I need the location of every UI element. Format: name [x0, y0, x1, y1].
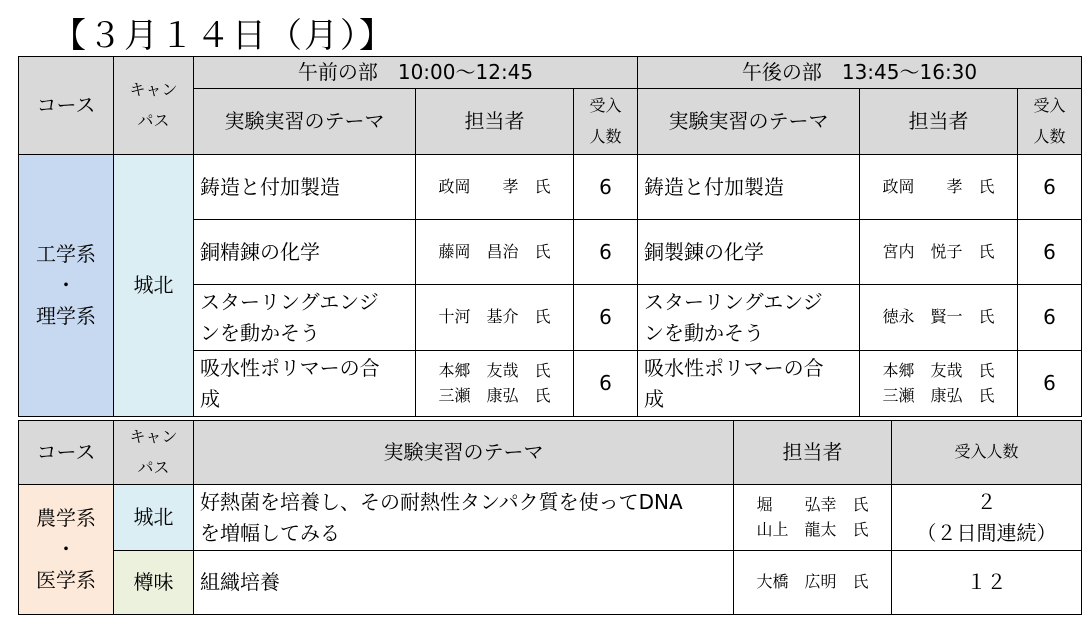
am-capacity-header-line1: 受入: [589, 96, 622, 116]
pm-capacity-header-line1: 受入: [1033, 96, 1066, 116]
am-theme-cell: 銅精錬の化学: [194, 220, 416, 285]
am-theme-line2: 成: [200, 386, 220, 411]
capacity-cell: １２: [892, 551, 1082, 615]
pm-theme-cell: [638, 351, 860, 417]
pm-theme-line2: ンを動かそう: [644, 320, 764, 345]
course-dot: ・: [56, 537, 76, 561]
pm-theme-header: 実験実習のテーマ: [638, 89, 860, 155]
pm-theme-cell: [638, 285, 860, 351]
table-row: [19, 155, 1082, 220]
pm-capacity-header: [1018, 89, 1082, 155]
theme-header: 実験実習のテーマ: [194, 421, 734, 485]
course-dot: ・: [56, 273, 76, 297]
course-header: コース: [19, 57, 114, 155]
pm-capacity-cell: 6: [1018, 351, 1082, 417]
am-person-1: 本郷 友哉 氏: [438, 360, 551, 380]
person-cell: [734, 485, 892, 551]
am-capacity-cell: 6: [574, 220, 638, 285]
capacity-header: 受入人数: [892, 421, 1082, 485]
course-cell-agriculture-medicine: [19, 485, 114, 615]
am-capacity-cell: 6: [574, 155, 638, 220]
am-theme-cell: [194, 351, 416, 417]
am-theme-cell: [194, 285, 416, 351]
pm-capacity-cell: 6: [1018, 155, 1082, 220]
am-person-cell: 政岡 孝 氏: [416, 155, 574, 220]
campus-header-line2: パス: [137, 110, 170, 130]
am-session-header: 午前の部 10:00～12:45: [194, 57, 638, 89]
am-capacity-cell: 6: [574, 285, 638, 351]
person-cell: 大橋 広明 氏: [734, 551, 892, 615]
table-row: [19, 551, 1082, 615]
pm-person-1: 本郷 友哉 氏: [882, 360, 995, 380]
theme-line1: 好熱菌を培養し、その耐熱性タンパク質を使ってDNA: [200, 489, 683, 514]
am-person-cell: [416, 351, 574, 417]
am-capacity-header: [574, 89, 638, 155]
theme-line2: を増幅してみる: [200, 520, 340, 545]
schedule-table-agriculture: [18, 420, 1082, 615]
am-person-cell: 藤岡 昌治 氏: [416, 220, 574, 285]
am-person-header: 担当者: [416, 89, 574, 155]
person-2: 山上 龍太 氏: [756, 519, 869, 539]
theme-cell: [194, 485, 734, 551]
am-theme-line2: ンを動かそう: [200, 320, 320, 345]
pm-theme-cell: 銅製錬の化学: [638, 220, 860, 285]
course-line1: 工学系: [36, 242, 96, 266]
pm-capacity-cell: 6: [1018, 220, 1082, 285]
campus-header-line1: キャン: [129, 427, 178, 447]
pm-person-cell: 宮内 悦子 氏: [860, 220, 1018, 285]
capacity-line1: ２: [976, 489, 997, 514]
campus-header: [114, 57, 194, 155]
am-theme-cell: 鋳造と付加製造: [194, 155, 416, 220]
course-header: コース: [19, 421, 114, 485]
person-header: 担当者: [734, 421, 892, 485]
course-line1: 農学系: [36, 506, 96, 530]
person-1: 堀 弘幸 氏: [756, 494, 869, 514]
am-theme-header: 実験実習のテーマ: [194, 89, 416, 155]
capacity-cell: [892, 485, 1082, 551]
am-person-2: 三瀬 康弘 氏: [438, 385, 551, 405]
pm-person-cell: 政岡 孝 氏: [860, 155, 1018, 220]
table-row: [19, 485, 1082, 551]
course-cell-engineering-science: [19, 155, 114, 417]
am-theme-line1: 吸水性ポリマーの合: [200, 355, 380, 380]
campus-cell: 樽味: [114, 551, 194, 615]
pm-theme-line2: 成: [644, 386, 664, 411]
course-line2: 医学系: [36, 568, 96, 592]
capacity-line2: （２日間連続）: [916, 520, 1057, 545]
campus-header-line1: キャン: [129, 80, 178, 100]
pm-session-header: 午後の部 13:45～16:30: [638, 57, 1082, 89]
pm-theme-cell: 鋳造と付加製造: [638, 155, 860, 220]
am-capacity-cell: 6: [574, 351, 638, 417]
am-capacity-header-line2: 人数: [589, 126, 622, 146]
schedule-table-engineering: [18, 56, 1082, 417]
am-person-cell: 十河 基介 氏: [416, 285, 574, 351]
campus-cell: 城北: [114, 485, 194, 551]
theme-cell: 組織培養: [194, 551, 734, 615]
pm-person-header: 担当者: [860, 89, 1018, 155]
pm-theme-line1: 吸水性ポリマーの合: [644, 355, 824, 380]
pm-capacity-header-line2: 人数: [1033, 126, 1066, 146]
campus-header: [114, 421, 194, 485]
pm-person-cell: [860, 351, 1018, 417]
course-line2: 理学系: [36, 304, 96, 328]
am-theme-line1: スターリングエンジ: [200, 289, 379, 314]
pm-capacity-cell: 6: [1018, 285, 1082, 351]
campus-header-line2: パス: [137, 457, 170, 477]
campus-cell: 城北: [114, 155, 194, 417]
pm-person-cell: 徳永 賢一 氏: [860, 285, 1018, 351]
pm-person-2: 三瀬 康弘 氏: [882, 385, 995, 405]
page-title: 【３月１４日（月）】: [52, 16, 395, 56]
pm-theme-line1: スターリングエンジ: [644, 289, 823, 314]
